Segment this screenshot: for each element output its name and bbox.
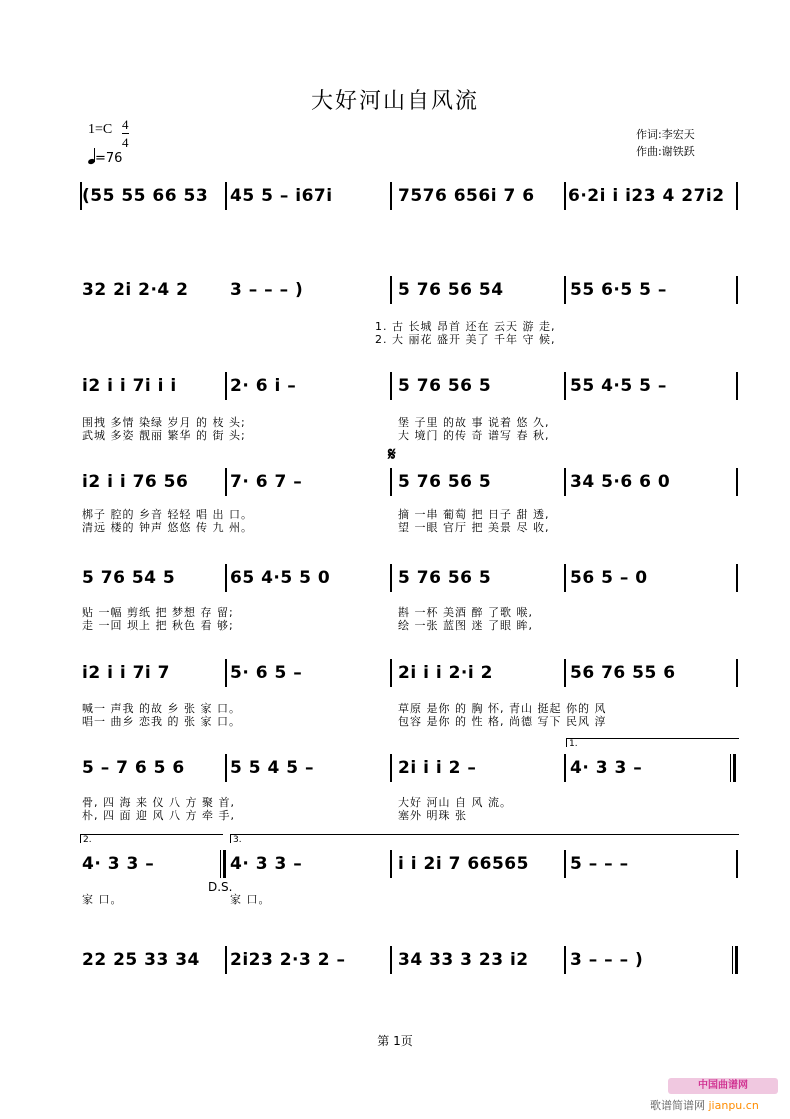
lyric-line: 清远 楼的 钟声 悠悠 传 九 州。 [82,521,253,534]
lyric-line: 朴, 四 面 迎 风 八 方 牵 手, [82,809,235,822]
measure-group: 55 6·5 5 – [570,280,667,300]
measure-group: 34 33 3 23 i2 [398,950,529,970]
score-system-6 [80,655,740,730]
measure-group: 5 76 56 54 [398,280,504,300]
measure-group: 5 76 56 5 [398,472,492,492]
measure-group: 32 2i 2·4 2 [82,280,189,300]
page-number: 第 1页 [377,1034,413,1048]
measure-group: 56 76 55 6 [570,663,676,683]
lyric-line: 唱一 曲乡 恋我 的 张 家 口。 [82,715,241,728]
segno-sign: 𝄋 [388,444,396,465]
lyric-line: 2. 大 丽花 盛开 美了 千年 守 候, [375,333,556,346]
lyric-line: 大 境门 的传 奇 谱写 春 秋, [398,429,550,442]
lyric-line: 望 一眼 官厅 把 美景 尽 收, [398,521,550,534]
score-system-4 [80,444,740,539]
score-system-8 [80,835,740,906]
volta-2: 2. [80,834,223,843]
score-system-7 [80,739,740,825]
measure-group: 6·2i i i23 4 27i2 [568,186,725,206]
measure-group: 5 76 56 5 [398,376,492,396]
measure-group: i2 i i 7i 7 [82,663,170,683]
measure-group: i2 i i 7i i i [82,376,177,396]
tempo-marking [88,148,122,166]
lyric-line: 斟 一杯 美酒 醉 了歌 喉, [398,606,533,619]
watermark-logo: 中国曲谱网 [668,1078,778,1094]
lyric-line: 贴 一幅 剪纸 把 梦想 存 留; [82,606,234,619]
measure-group: 7· 6 7 – [230,472,303,492]
watermark-site-url: jianpu.cn [708,1099,759,1112]
lyric-line: 走 一回 坝上 把 秋色 看 够; [82,619,234,632]
measure-group: 55 4·5 5 – [570,376,667,396]
time-bottom: 4 [122,135,129,150]
lyric-line: 摘 一串 葡萄 把 日子 甜 透, [398,508,550,521]
score-system-1 [80,178,740,218]
lyric-line: 绘 一张 蓝图 迷 了眼 眸, [398,619,533,632]
measure-group: 3 – – – ) [230,280,304,300]
measure-group: 5 – – – [570,854,629,874]
watermark-site-name: 歌谱简谱网 [650,1099,705,1112]
measure-group: 4· 3 3 – [82,854,155,874]
lyric-line: 1. 古 长城 昂首 还在 云天 游 走, [375,320,556,333]
measure-group: 56 5 – 0 [570,568,648,588]
measure-group: 4· 3 3 – [570,758,643,778]
measure-group: 2i i i 2 – [398,758,477,778]
score-system-2 [80,272,740,347]
final-bar [732,946,738,974]
measure-group: 22 25 33 34 [82,950,200,970]
lyric-line: 骨, 四 海 来 仪 八 方 聚 首, [82,796,235,809]
lyric-line: 梆子 腔的 乡音 轻轻 唱 出 口。 [82,508,253,521]
volta-1: 1. [566,738,739,747]
repeat-end-bar [730,754,736,782]
measure-group: 5· 6 5 – [230,663,303,683]
tempo-value: =76 [95,151,123,166]
volta-3: 3. [230,834,739,843]
measure-group: 2· 6 i – [230,376,297,396]
score-system-9 [80,942,740,982]
measure-group: 65 4·5 5 0 [230,568,331,588]
measure-group: (55 55 66 53 [82,186,209,206]
lyric-line: 堡 子里 的故 事 说着 悠 久, [398,416,550,429]
measure-group: 5 5 4 5 – [230,758,314,778]
time-signature [122,116,129,151]
measure-group: i i 2i 7 66565 [398,854,529,874]
score-system-5 [80,560,740,635]
measure-group: 2i23 2·3 2 – [230,950,346,970]
measure-group: 2i i i 2·i 2 [398,663,493,683]
measure-group: 5 76 54 5 [82,568,176,588]
measure-group: 5 76 56 5 [398,568,492,588]
measure-group: i2 i i 76 56 [82,472,189,492]
credits [636,126,695,160]
lyric-line: 家 口。 [230,893,271,906]
watermark-text [650,1097,780,1113]
measure-group: 5 – 7 6 5 6 [82,758,185,778]
lyric-line: 围拽 多情 染绿 岁月 的 枝 头; [82,416,246,429]
lyric-line: 包容 是你 的 性 格, 尚德 写下 民风 淳 [398,715,607,728]
lyric-line: 大好 河山 自 风 流。 [398,796,512,809]
ds-marking: D.S. [208,880,233,894]
song-title: 大好河山自风流 [310,89,479,114]
lyric-line: 喊一 声我 的故 乡 张 家 口。 [82,702,241,715]
composer: 作曲:谢铁跃 [636,145,695,158]
measure-group: 7576 656i 7 6 [398,186,535,206]
lyric-line: 武城 多姿 靓丽 繁华 的 街 头; [82,429,246,442]
double-bar [220,850,226,878]
measure-group: 45 5 – i67i [230,186,333,206]
lyricist: 作词:李宏天 [636,128,695,141]
lyric-line: 塞外 明珠 张 [398,809,467,822]
time-top: 4 [122,117,129,132]
key-signature: 1=C [88,122,113,137]
measure-group: 3 – – – ) [570,950,644,970]
lyric-line: 草原 是你 的 胸 怀, 青山 挺起 你的 风 [398,702,607,715]
measure-group: 34 5·6 6 0 [570,472,671,492]
score-system-3 [80,368,740,443]
lyric-line: 家 口。 [82,893,123,906]
measure-group: 4· 3 3 – [230,854,303,874]
